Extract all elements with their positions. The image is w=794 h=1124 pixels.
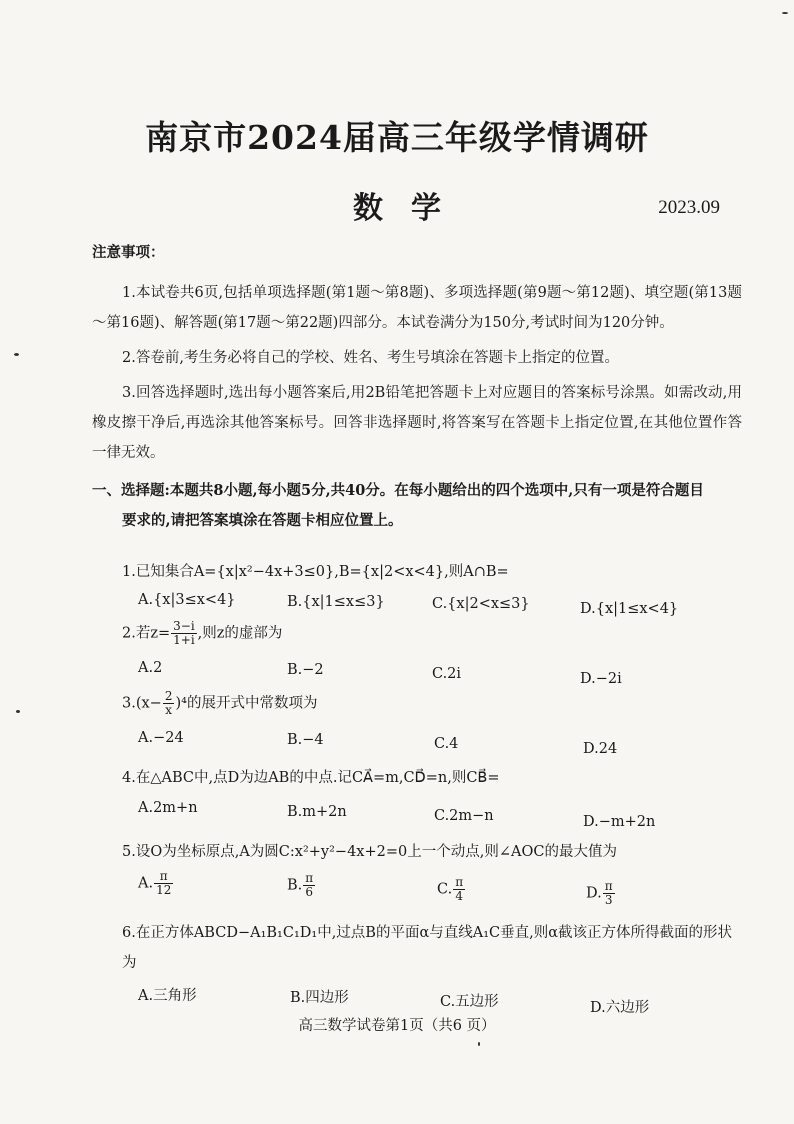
question-4-option-d: D.−m+2n (583, 814, 656, 830)
question-4-option-a: A.2m+n (138, 800, 198, 816)
question-1-option-d: D.{x|1≤x<4} (580, 601, 679, 617)
notice-item-1: 1.本试卷共6页,包括单项选择题(第1题～第8题)、多项选择题(第9题～第12题)、填空题(第13题～第16题)、解答题(第17题～第22题)四部分。本试卷满分为150分,考试时间为120分钟。 (92, 285, 742, 331)
scan-speck (478, 1042, 480, 1046)
fraction-denominator: 4 (455, 889, 463, 903)
fraction-numerator: π (305, 871, 314, 885)
question-4-stem: 4.在△ABC中,点D为边AB的中点.记CA⃗=m,CD⃗=n,则CB⃗= (122, 770, 500, 786)
question-1-option-c: C.{x|2<x≤3} (432, 596, 530, 612)
question-1-option-b: B.{x|1≤x≤3} (287, 594, 385, 610)
question-2-option-b: B.−2 (287, 662, 324, 678)
question-3-option-b: B.−4 (287, 732, 324, 748)
section-heading-line2: 要求的,请把答案填涂在答题卡相应位置上。 (122, 512, 403, 529)
exam-title: 南京市2024届高三年级学情调研 (145, 118, 649, 157)
question-3-stem (122, 690, 317, 717)
question-6-option-c: C.五边形 (440, 994, 499, 1010)
question-2-stem-suffix: ,则z的虚部为 (197, 625, 283, 642)
question-2-option-a: A.2 (138, 660, 163, 676)
notice-item-3: 3.回答选择题时,选出每小题答案后,用2B铅笔把答题卡上对应题目的答案标号涂黑。如需改动,用橡皮擦干净后,再选涂其他答案标号。回答非选择题时,将答案写在答题卡上指定位置,在其他位置作答一律无效。 (92, 385, 742, 461)
notice-item-2: 2.答卷前,考生务必将自己的学校、姓名、考生号填涂在答题卡上指定的位置。 (122, 350, 619, 366)
fraction-denominator: x (165, 703, 173, 717)
question-5-stem: 5.设O为坐标原点,A为圆C:x²+y²−4x+2=0上一个动点,则∠AOC的最大值为 (122, 844, 617, 860)
question-4-option-c: C.2m−n (434, 808, 494, 824)
question-2-stem-prefix: 2.若z= (122, 625, 171, 642)
fraction-denominator: 6 (305, 885, 314, 899)
option-letter: B. (287, 877, 303, 894)
fraction-numerator: π (604, 879, 613, 893)
question-3-stem-prefix: 3.(x− (122, 695, 162, 712)
question-6-option-b: B.四边形 (290, 990, 349, 1006)
question-1-stem: 1.已知集合A={x|x²−4x+3≤0},B={x|2<x<4},则A∩B= (122, 564, 509, 580)
option-letter: A. (138, 875, 154, 892)
question-3-option-c: C.4 (434, 736, 459, 752)
question-3-option-a: A.−24 (138, 730, 184, 746)
question-4-option-b: B.m+2n (287, 804, 347, 820)
question-5-option-b (287, 872, 316, 899)
scan-speck (14, 353, 19, 356)
question-3-stem-suffix: 的展开式中常数项为 (186, 695, 318, 712)
question-5-option-a (138, 870, 174, 897)
question-5-option-c (437, 876, 466, 903)
notice-heading: 注意事项： (92, 244, 165, 261)
option-letter: C. (437, 881, 453, 898)
question-3-exponent: )⁴ (175, 695, 187, 712)
fraction-numerator: π (154, 870, 173, 884)
question-5-option-d (586, 880, 616, 907)
fraction-numerator: 3−i (173, 619, 195, 633)
fraction-denominator: 3 (604, 893, 613, 907)
fraction-denominator: 12 (156, 883, 172, 897)
fraction-denominator: 1+i (173, 633, 195, 647)
question-2-fraction (171, 620, 197, 647)
fraction-numerator: π (455, 875, 464, 889)
question-6-option-a: A.三角形 (138, 988, 197, 1004)
question-3-option-d: D.24 (583, 741, 618, 757)
question-2-stem (122, 620, 282, 647)
exam-date: 2023.09 (658, 197, 720, 218)
section-heading-line1: 一、选择题:本题共8小题,每小题5分,共40分。在每小题给出的四个选项中,只有一项是符合题目 (92, 482, 704, 499)
question-3-fraction (163, 690, 175, 717)
question-2-option-c: C.2i (432, 666, 462, 682)
question-6-option-d: D.六边形 (590, 1000, 650, 1016)
option-letter: D. (586, 885, 602, 902)
question-6-stem: 6.在正方体ABCD−A₁B₁C₁D₁中,过点B的平面α与直线A₁C垂直,则α截该正方体所得截面的形状为 (122, 925, 733, 971)
page-footer: 高三数学试卷第1页（共6 页） (298, 1018, 496, 1034)
scan-speck (16, 710, 20, 713)
question-2-option-d: D.−2i (580, 671, 622, 687)
subject-heading: 数学 (353, 191, 469, 226)
question-1-option-a: A.{x|3≤x<4} (138, 592, 236, 608)
fraction-numerator: 2 (164, 689, 173, 703)
scan-speck (782, 12, 788, 14)
section-heading (92, 476, 742, 536)
